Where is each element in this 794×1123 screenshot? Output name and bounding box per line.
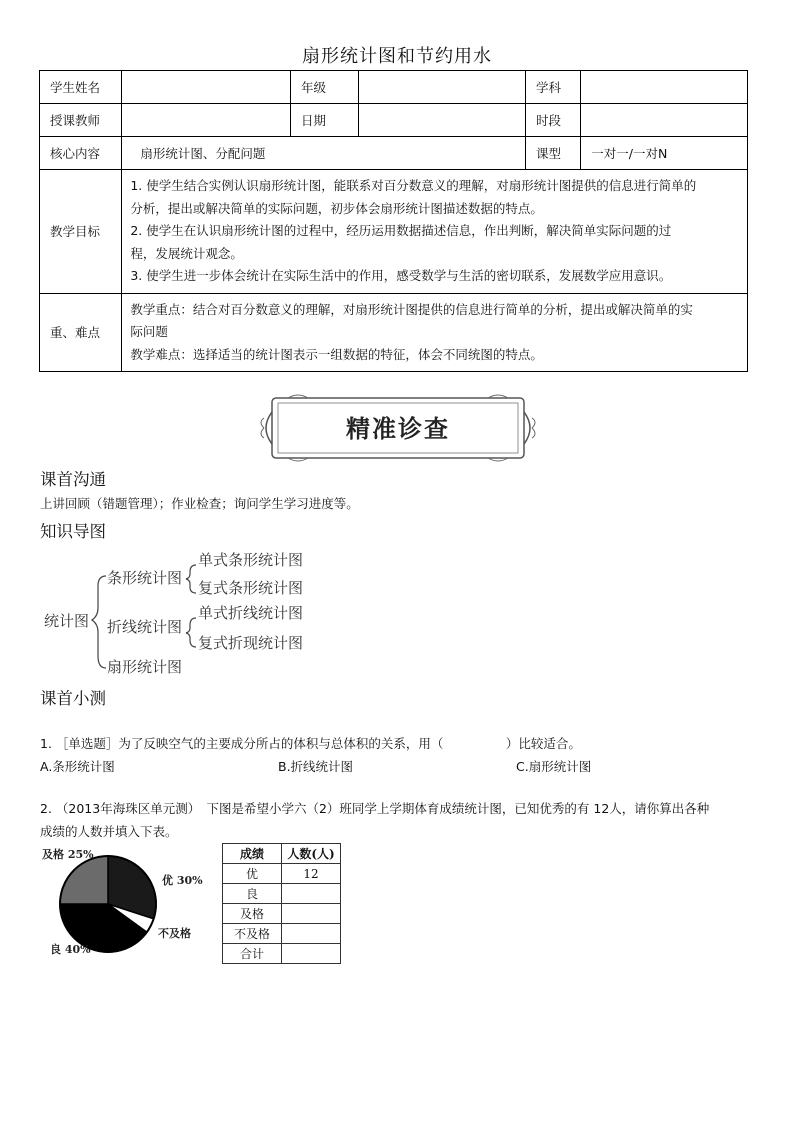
score-header-grade: 成绩	[223, 844, 282, 864]
student-name-cell[interactable]	[122, 71, 291, 104]
key-points-content	[122, 293, 748, 372]
score-row-label: 不及格	[223, 924, 282, 944]
mindmap-root: 统计图	[44, 612, 90, 630]
grade-cell[interactable]	[359, 71, 526, 104]
section-banner	[258, 392, 538, 464]
student-name-label: 学生姓名	[40, 71, 122, 104]
mindmap-pie: 扇形统计图	[107, 658, 183, 676]
goals-content	[122, 170, 748, 294]
q1-option-c[interactable]: C.扇形统计图	[516, 759, 592, 774]
key-point-line: 教学难点：选择适当的统计图表示一组数据的特征，体会不同统图的特点。	[130, 346, 543, 362]
q2-stem-line1: 2. （2013年海珠区单元测） 下图是希望小学六（2）班同学上学期体育成绩统计图，已知优秀的有 12人，请你算出各种	[40, 801, 710, 816]
score-row-label: 合计	[223, 944, 282, 964]
mindmap-bar-multi: 复式条形统计图	[198, 579, 304, 597]
mindmap-bar-single: 单式条形统计图	[198, 551, 304, 569]
q1-stem: 1. ［单选题］为了反映空气的主要成分所占的体积与总体积的关系，用（ ）比较适合。	[40, 736, 581, 751]
subject-label: 学科	[526, 71, 581, 104]
mindmap-bar: 条形统计图	[107, 569, 183, 587]
score-row-label: 良	[223, 884, 282, 904]
communication-text: 上讲回顾（错题管理）；作业检查；询问学生学习进度等。	[40, 496, 359, 511]
banner-title: 精准诊查	[346, 414, 450, 443]
page-title: 扇形统计图和节约用水	[302, 46, 492, 67]
goal-line: 分析，提出或解决简单的实际问题，初步体会扇形统计图描述数据的特点。	[130, 200, 543, 216]
key-points-label: 重、难点	[40, 293, 122, 372]
period-cell[interactable]	[581, 104, 748, 137]
goals-label: 教学目标	[40, 170, 122, 294]
pie-label-fail: 不及格	[158, 927, 191, 940]
q2-stem-line2: 成绩的人数并填入下表。	[40, 824, 178, 839]
pie-label-good: 良 40%	[50, 943, 91, 956]
score-header-count: 人数(人)	[282, 844, 341, 864]
mindmap-braces	[88, 560, 208, 680]
score-table	[222, 843, 341, 964]
section-title-communication: 课首沟通	[40, 470, 106, 489]
mindmap-line-multi: 复式折现统计图	[198, 634, 304, 652]
section-title-knowledge-map: 知识导图	[40, 522, 106, 541]
lesson-type-label: 课型	[526, 137, 581, 170]
score-row-label: 及格	[223, 904, 282, 924]
q1-option-a[interactable]: A.条形统计图	[40, 759, 115, 774]
goal-line: 程，发展统计观念。	[130, 245, 243, 261]
score-row-value[interactable]: 12	[282, 864, 341, 884]
score-row-value[interactable]	[282, 924, 341, 944]
q1-option-b[interactable]: B.折线统计图	[278, 759, 354, 774]
grades-pie-chart	[38, 843, 218, 968]
key-point-line: 教学重点：结合对百分数意义的理解，对扇形统计图提供的信息进行简单的分析，提出或解决简单的实	[130, 301, 693, 317]
key-point-line: 际问题	[130, 324, 168, 339]
goal-line: 2. 使学生在认识扇形统计图的过程中，经历运用数据描述信息，作出判断，解决简单实际问题的过	[130, 223, 672, 238]
core-content-label: 核心内容	[40, 137, 122, 170]
teacher-label: 授课教师	[40, 104, 122, 137]
score-row-value[interactable]	[282, 944, 341, 964]
period-label: 时段	[526, 104, 581, 137]
teacher-cell[interactable]	[122, 104, 291, 137]
goal-line: 3. 使学生进一步体会统计在实际生活中的作用，感受数学与生活的密切联系，发展数学应用意识。	[130, 268, 672, 283]
score-row-value[interactable]	[282, 904, 341, 924]
pie-label-pass: 及格 25%	[42, 848, 94, 861]
score-row-label: 优	[223, 864, 282, 884]
score-row-value[interactable]	[282, 884, 341, 904]
goal-line: 1. 使学生结合实例认识扇形统计图，能联系对百分数意义的理解，对扇形统计图提供的信息进行简单的	[130, 178, 697, 193]
date-cell[interactable]	[359, 104, 526, 137]
mindmap-line-single: 单式折线统计图	[198, 604, 304, 622]
date-label: 日期	[291, 104, 359, 137]
section-title-quiz: 课首小测	[40, 689, 106, 708]
subject-cell[interactable]	[581, 71, 748, 104]
mindmap-line: 折线统计图	[107, 618, 183, 636]
lesson-info-table	[39, 70, 748, 372]
grade-label: 年级	[291, 71, 359, 104]
core-content-value: 扇形统计图、分配问题	[122, 137, 526, 170]
lesson-type-value: 一对一/一对N	[581, 137, 748, 170]
pie-label-excellent: 优 30%	[162, 874, 203, 887]
